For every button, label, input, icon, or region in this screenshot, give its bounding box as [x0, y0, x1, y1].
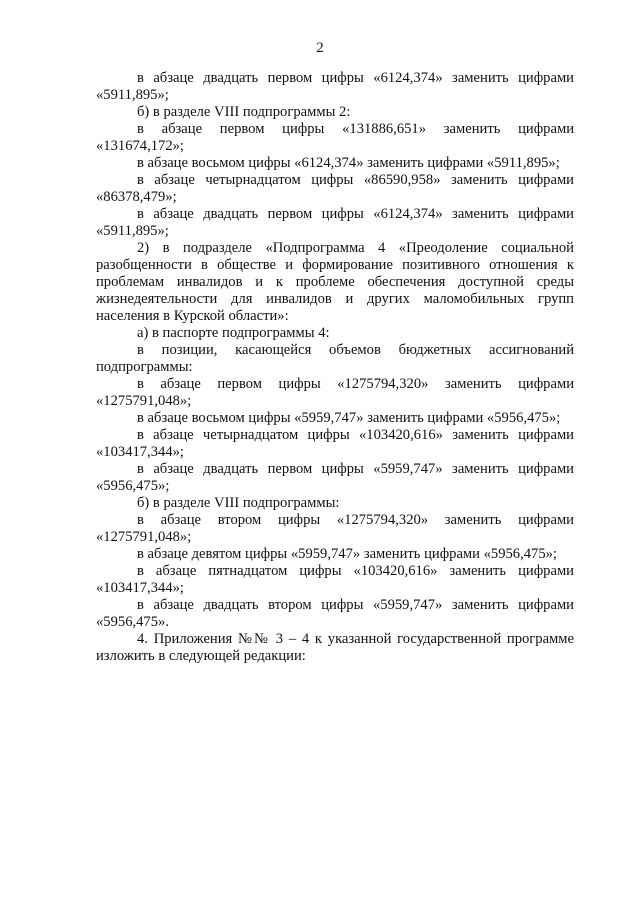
paragraph: в абзаце первом цифры «1275794,320» заменить цифрами «1275791,048»; [96, 376, 574, 409]
paragraph: б) в разделе VIII подпрограммы 2: [137, 104, 351, 120]
paragraph: в абзаце втором цифры «1275794,320» заменить цифрами «1275791,048»; [96, 512, 574, 545]
document-body [96, 70, 574, 665]
paragraph: б) в разделе VIII подпрограммы: [137, 495, 340, 511]
paragraph: в абзаце четырнадцатом цифры «86590,958» заменить цифрами «86378,479»; [96, 172, 574, 205]
paragraph: в абзаце девятом цифры «5959,747» заменить цифрами «5956,475»; [137, 546, 557, 562]
paragraph: в абзаце четырнадцатом цифры «103420,616» заменить цифрами «103417,344»; [96, 427, 574, 460]
paragraph: в абзаце двадцать первом цифры «6124,374» заменить цифрами «5911,895»; [96, 70, 574, 103]
paragraph: 2) в подразделе «Подпрограмма 4 «Преодоление социальной разобщенности в обществе и формирование позитивного отношения к проблемам инвалидов и к проблеме обеспечения доступной среды жизнедеятельности для инвалидов и других маломобильных групп населения в Курской области»: [96, 240, 574, 324]
page-number: 2 [316, 40, 324, 56]
paragraph: в абзаце восьмом цифры «5959,747» заменить цифрами «5956,475»; [137, 410, 561, 426]
paragraph: в позиции, касающейся объемов бюджетных ассигнований подпрограммы: [96, 342, 574, 375]
paragraph: а) в паспорте подпрограммы 4: [137, 325, 330, 341]
paragraph: 4. Приложения №№ 3 – 4 к указанной государственной программе изложить в следующей редакции: [96, 631, 574, 664]
paragraph: в абзаце пятнадцатом цифры «103420,616» заменить цифрами «103417,344»; [96, 563, 574, 596]
paragraph: в абзаце двадцать первом цифры «5959,747» заменить цифрами «5956,475»; [96, 461, 574, 494]
paragraph: в абзаце двадцать первом цифры «6124,374» заменить цифрами «5911,895»; [96, 206, 574, 239]
paragraph: в абзаце восьмом цифры «6124,374» заменить цифрами «5911,895»; [137, 155, 560, 171]
paragraph: в абзаце двадцать втором цифры «5959,747» заменить цифрами «5956,475». [96, 597, 574, 630]
paragraph: в абзаце первом цифры «131886,651» заменить цифрами «131674,172»; [96, 121, 574, 154]
